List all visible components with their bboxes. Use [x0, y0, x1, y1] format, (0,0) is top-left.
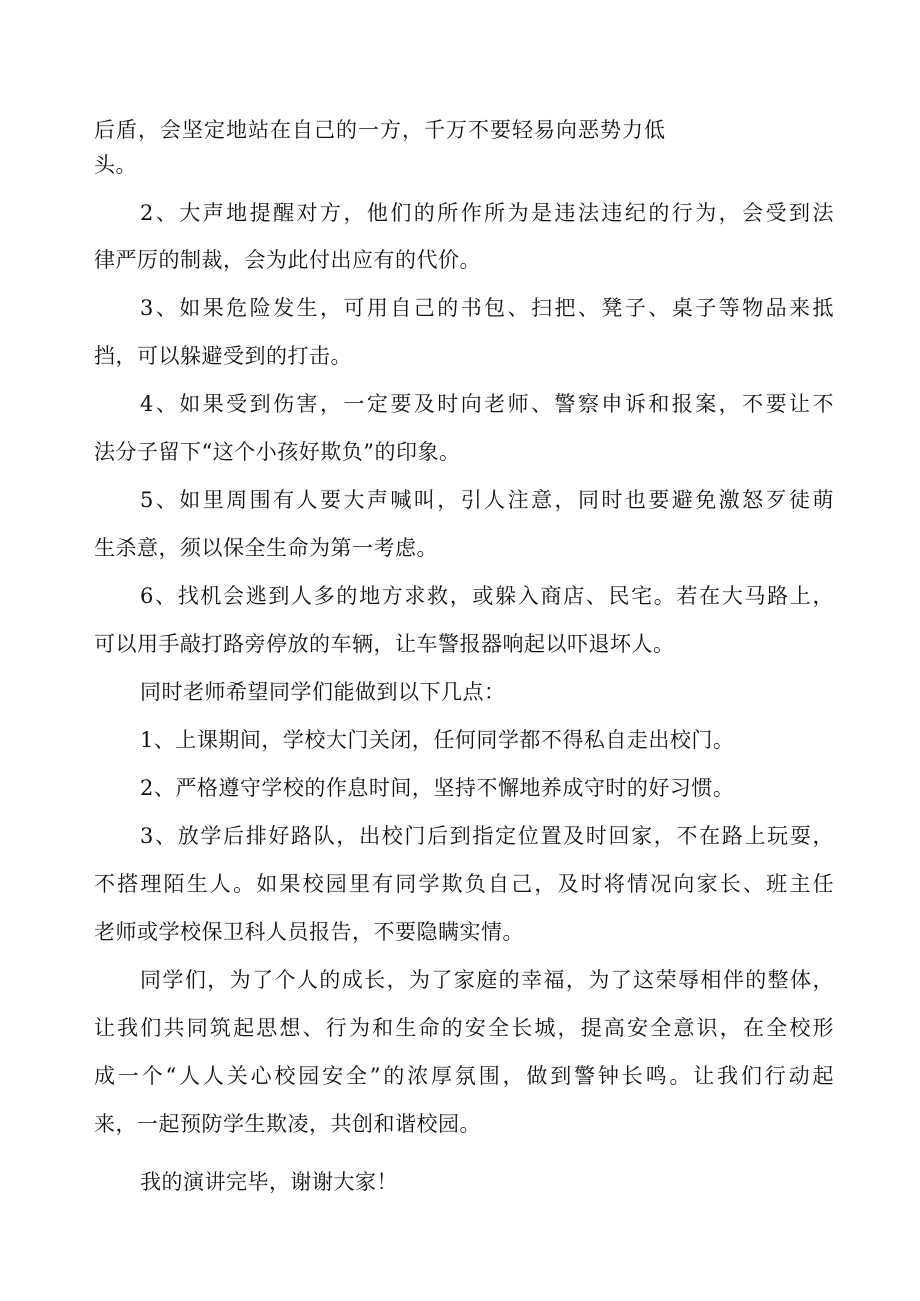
- text-line: 老师或学校保卫科人员报告，不要隐瞒实情。: [94, 920, 524, 944]
- text-line: 5、如里周围有人要大声喊叫，引人注意，同时也要避免激怒歹徒萌: [140, 488, 834, 512]
- text-line: 后盾，会坚定地站在自己的一方，千万不要轻易向恶势力低: [94, 118, 666, 142]
- text-line: 6、找机会逃到人多的地方求救，或躲入商店、民宅。若在大马路上，: [140, 584, 834, 608]
- text-line: 不搭理陌生人。如果校园里有同学欺负自己，及时将情况向家长、班主任: [94, 872, 834, 896]
- text-line: 头。: [94, 153, 137, 177]
- text-line: 同时老师希望同学们能做到以下几点：: [140, 680, 506, 704]
- text-line: 成一个“人人关心校园安全”的浓厚氛围，做到警钟长鸣。让我们行动起: [94, 1064, 834, 1088]
- text-line: 律严厉的制裁，会为此付出应有的代价。: [94, 248, 481, 272]
- text-line: 挡，可以躲避受到的打击。: [94, 344, 352, 368]
- text-line: 4、如果受到伤害，一定要及时向老师、警察申诉和报案，不要让不: [140, 392, 834, 416]
- text-line: 1、上课期间，学校大门关闭，任何同学都不得私自走出校门。: [140, 728, 735, 752]
- text-line: 3、放学后排好路队，出校门后到指定位置及时回家，不在路上玩耍，: [140, 824, 834, 848]
- text-line: 来，一起预防学生欺凌，共创和谐校园。: [94, 1112, 481, 1136]
- text-line: 让我们共同筑起思想、行为和生命的安全长城，提高安全意识，在全校形: [94, 1016, 834, 1040]
- text-line: 可以用手敲打路旁停放的车辆，让车警报器响起以吓退坏人。: [94, 632, 675, 656]
- text-line: 法分子留下“这个小孩好欺负”的印象。: [94, 440, 461, 464]
- text-line: 3、如果危险发生，可用自己的书包、扫把、凳子、桌子等物品来抵: [140, 296, 834, 320]
- text-line: 同学们，为了个人的成长，为了家庭的幸福，为了这荣辱相伴的整体，: [140, 968, 834, 992]
- text-line: 2、严格遵守学校的作息时间，坚持不懈地养成守时的好习惯。: [140, 776, 735, 800]
- text-line: 2、大声地提醒对方，他们的所作所为是违法违纪的行为，会受到法: [140, 201, 834, 225]
- text-line: 生杀意，须以保全生命为第一考虑。: [94, 536, 438, 560]
- text-line: 我的演讲完毕，谢谢大家！: [140, 1170, 398, 1194]
